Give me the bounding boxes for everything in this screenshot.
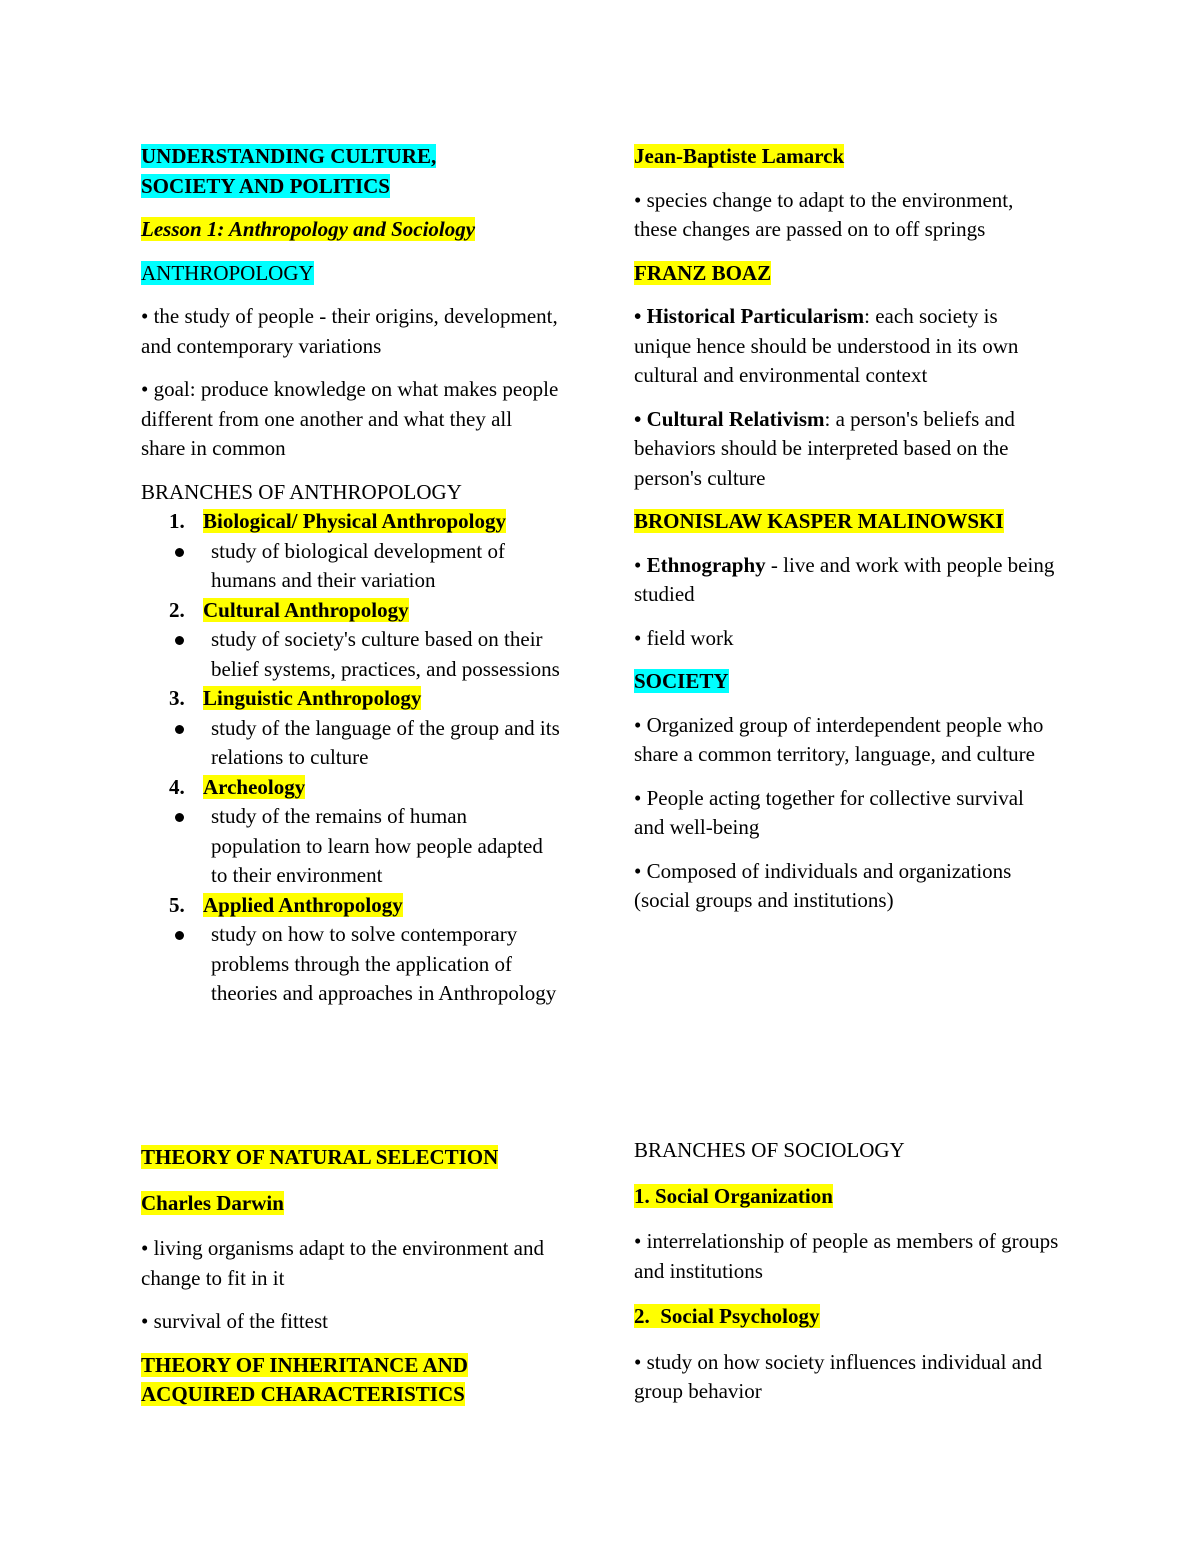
social-psychology-heading: 2. Social Psychology xyxy=(634,1304,820,1328)
darwin-point-2: • survival of the fittest xyxy=(141,1309,328,1333)
lamarck-point: • species change to adapt to the environment, these changes are passed on to off springs xyxy=(634,187,1014,241)
anthropology-heading: ANTHROPOLOGY xyxy=(141,260,314,285)
boaz-heading: FRANZ BOAZ xyxy=(634,260,772,285)
historical-particularism-term: Historical Particularism xyxy=(646,304,865,328)
darwin-heading: Charles Darwin xyxy=(141,1190,284,1215)
malinowski-point-1 xyxy=(634,551,1059,610)
bullet-icon xyxy=(175,548,184,557)
title-line-2: SOCIETY AND POLITICS xyxy=(141,173,390,198)
bullet-glyph: • xyxy=(634,304,647,328)
boaz-point-2 xyxy=(634,405,1059,494)
bullet-glyph: • xyxy=(634,406,647,431)
boaz-point-1 xyxy=(634,302,1059,391)
anthropology-goal: • goal: produce knowledge on what makes people different from one another and what they all share in common xyxy=(141,377,559,460)
branch-title: Biological/ Physical Anthropology xyxy=(203,509,506,533)
society-heading: SOCIETY xyxy=(634,669,729,693)
branch-item xyxy=(141,507,561,596)
bullet-icon xyxy=(175,931,184,940)
branch-item xyxy=(141,891,561,1009)
doc-title xyxy=(141,142,561,201)
right-column-top xyxy=(634,142,1059,916)
anthropology-definition: • the study of people - their origins, development, and contemporary variations xyxy=(141,304,558,358)
branch-number: 4. xyxy=(169,774,185,799)
anthropology-branches-list xyxy=(141,507,561,1009)
inheritance-line-2: ACQUIRED CHARACTERISTICS xyxy=(141,1382,465,1406)
cultural-relativism-text: : a person's beliefs and behaviors should be interpreted based on the person's culture xyxy=(634,406,1015,490)
inheritance-line-1: THEORY OF INHERITANCE AND xyxy=(141,1352,468,1377)
branch-number: 1. xyxy=(169,509,185,533)
branch-title: Applied Anthropology xyxy=(203,892,403,917)
bullet-icon xyxy=(175,725,184,734)
historical-particularism-text: : each society is unique hence should be understood in its own cultural and environmental context xyxy=(634,304,1019,387)
left-column-bottom xyxy=(141,1143,561,1410)
lamarck-heading: Jean-Baptiste Lamarck xyxy=(634,144,845,168)
branch-item xyxy=(141,773,561,891)
cultural-relativism-term: Cultural Relativism xyxy=(646,406,825,431)
lesson-title: Lesson 1: Anthropology and Sociology xyxy=(141,217,476,241)
society-point-2: • People acting together for collective survival and well-being xyxy=(634,785,1024,839)
branches-anthropology-heading: BRANCHES OF ANTHROPOLOGY xyxy=(141,479,462,504)
branch-number: 3. xyxy=(169,686,185,710)
branch-title: Cultural Anthropology xyxy=(203,597,409,622)
branch-title: Linguistic Anthropology xyxy=(203,686,422,710)
bullet-glyph: • xyxy=(634,552,647,577)
malinowski-point-2: • field work xyxy=(634,625,734,650)
ethnography-term: Ethnography xyxy=(646,552,766,577)
darwin-point-1: • living organisms adapt to the environment and change to fit in it xyxy=(141,1236,544,1290)
ethnography-text: - live and work with people being studied xyxy=(634,552,1055,606)
branch-item xyxy=(141,684,561,773)
society-point-1: • Organized group of interdependent people who share a common territory, language, and culture xyxy=(634,712,1044,766)
title-line-1: UNDERSTANDING CULTURE, xyxy=(141,144,437,168)
social-organization-heading: 1. Social Organization xyxy=(634,1183,833,1208)
social-organization-point: • interrelationship of people as members of groups and institutions xyxy=(634,1229,1059,1283)
branch-item xyxy=(141,596,561,685)
society-point-3: • Composed of individuals and organizations (social groups and institutions) xyxy=(634,858,1012,912)
inheritance-heading xyxy=(141,1351,561,1410)
left-column-top xyxy=(141,142,561,1009)
branch-description: study of the language of the group and its relations to culture xyxy=(211,715,560,769)
branch-description: study on how to solve contemporary problems through the application of theories and approaches in Anthropology xyxy=(211,922,557,1005)
malinowski-heading: BRONISLAW KASPER MALINOWSKI xyxy=(634,509,1004,533)
branch-title: Archeology xyxy=(203,774,306,799)
branches-sociology-heading: BRANCHES OF SOCIOLOGY xyxy=(634,1138,905,1162)
social-psychology-point: • study on how society influences individual and group behavior xyxy=(634,1349,1043,1403)
bullet-icon xyxy=(175,813,184,822)
branch-number: 2. xyxy=(169,597,185,622)
branch-description: study of society's culture based on their belief systems, practices, and possessions xyxy=(211,627,560,681)
bullet-icon xyxy=(175,636,184,645)
branch-description: study of biological development of humans and their variation xyxy=(211,538,505,592)
branch-number: 5. xyxy=(169,892,185,917)
right-column-bottom xyxy=(634,1136,1059,1407)
natural-selection-heading: THEORY OF NATURAL SELECTION xyxy=(141,1145,499,1169)
branch-description: study of the remains of human population to learn how people adapted to their environment xyxy=(211,804,543,887)
